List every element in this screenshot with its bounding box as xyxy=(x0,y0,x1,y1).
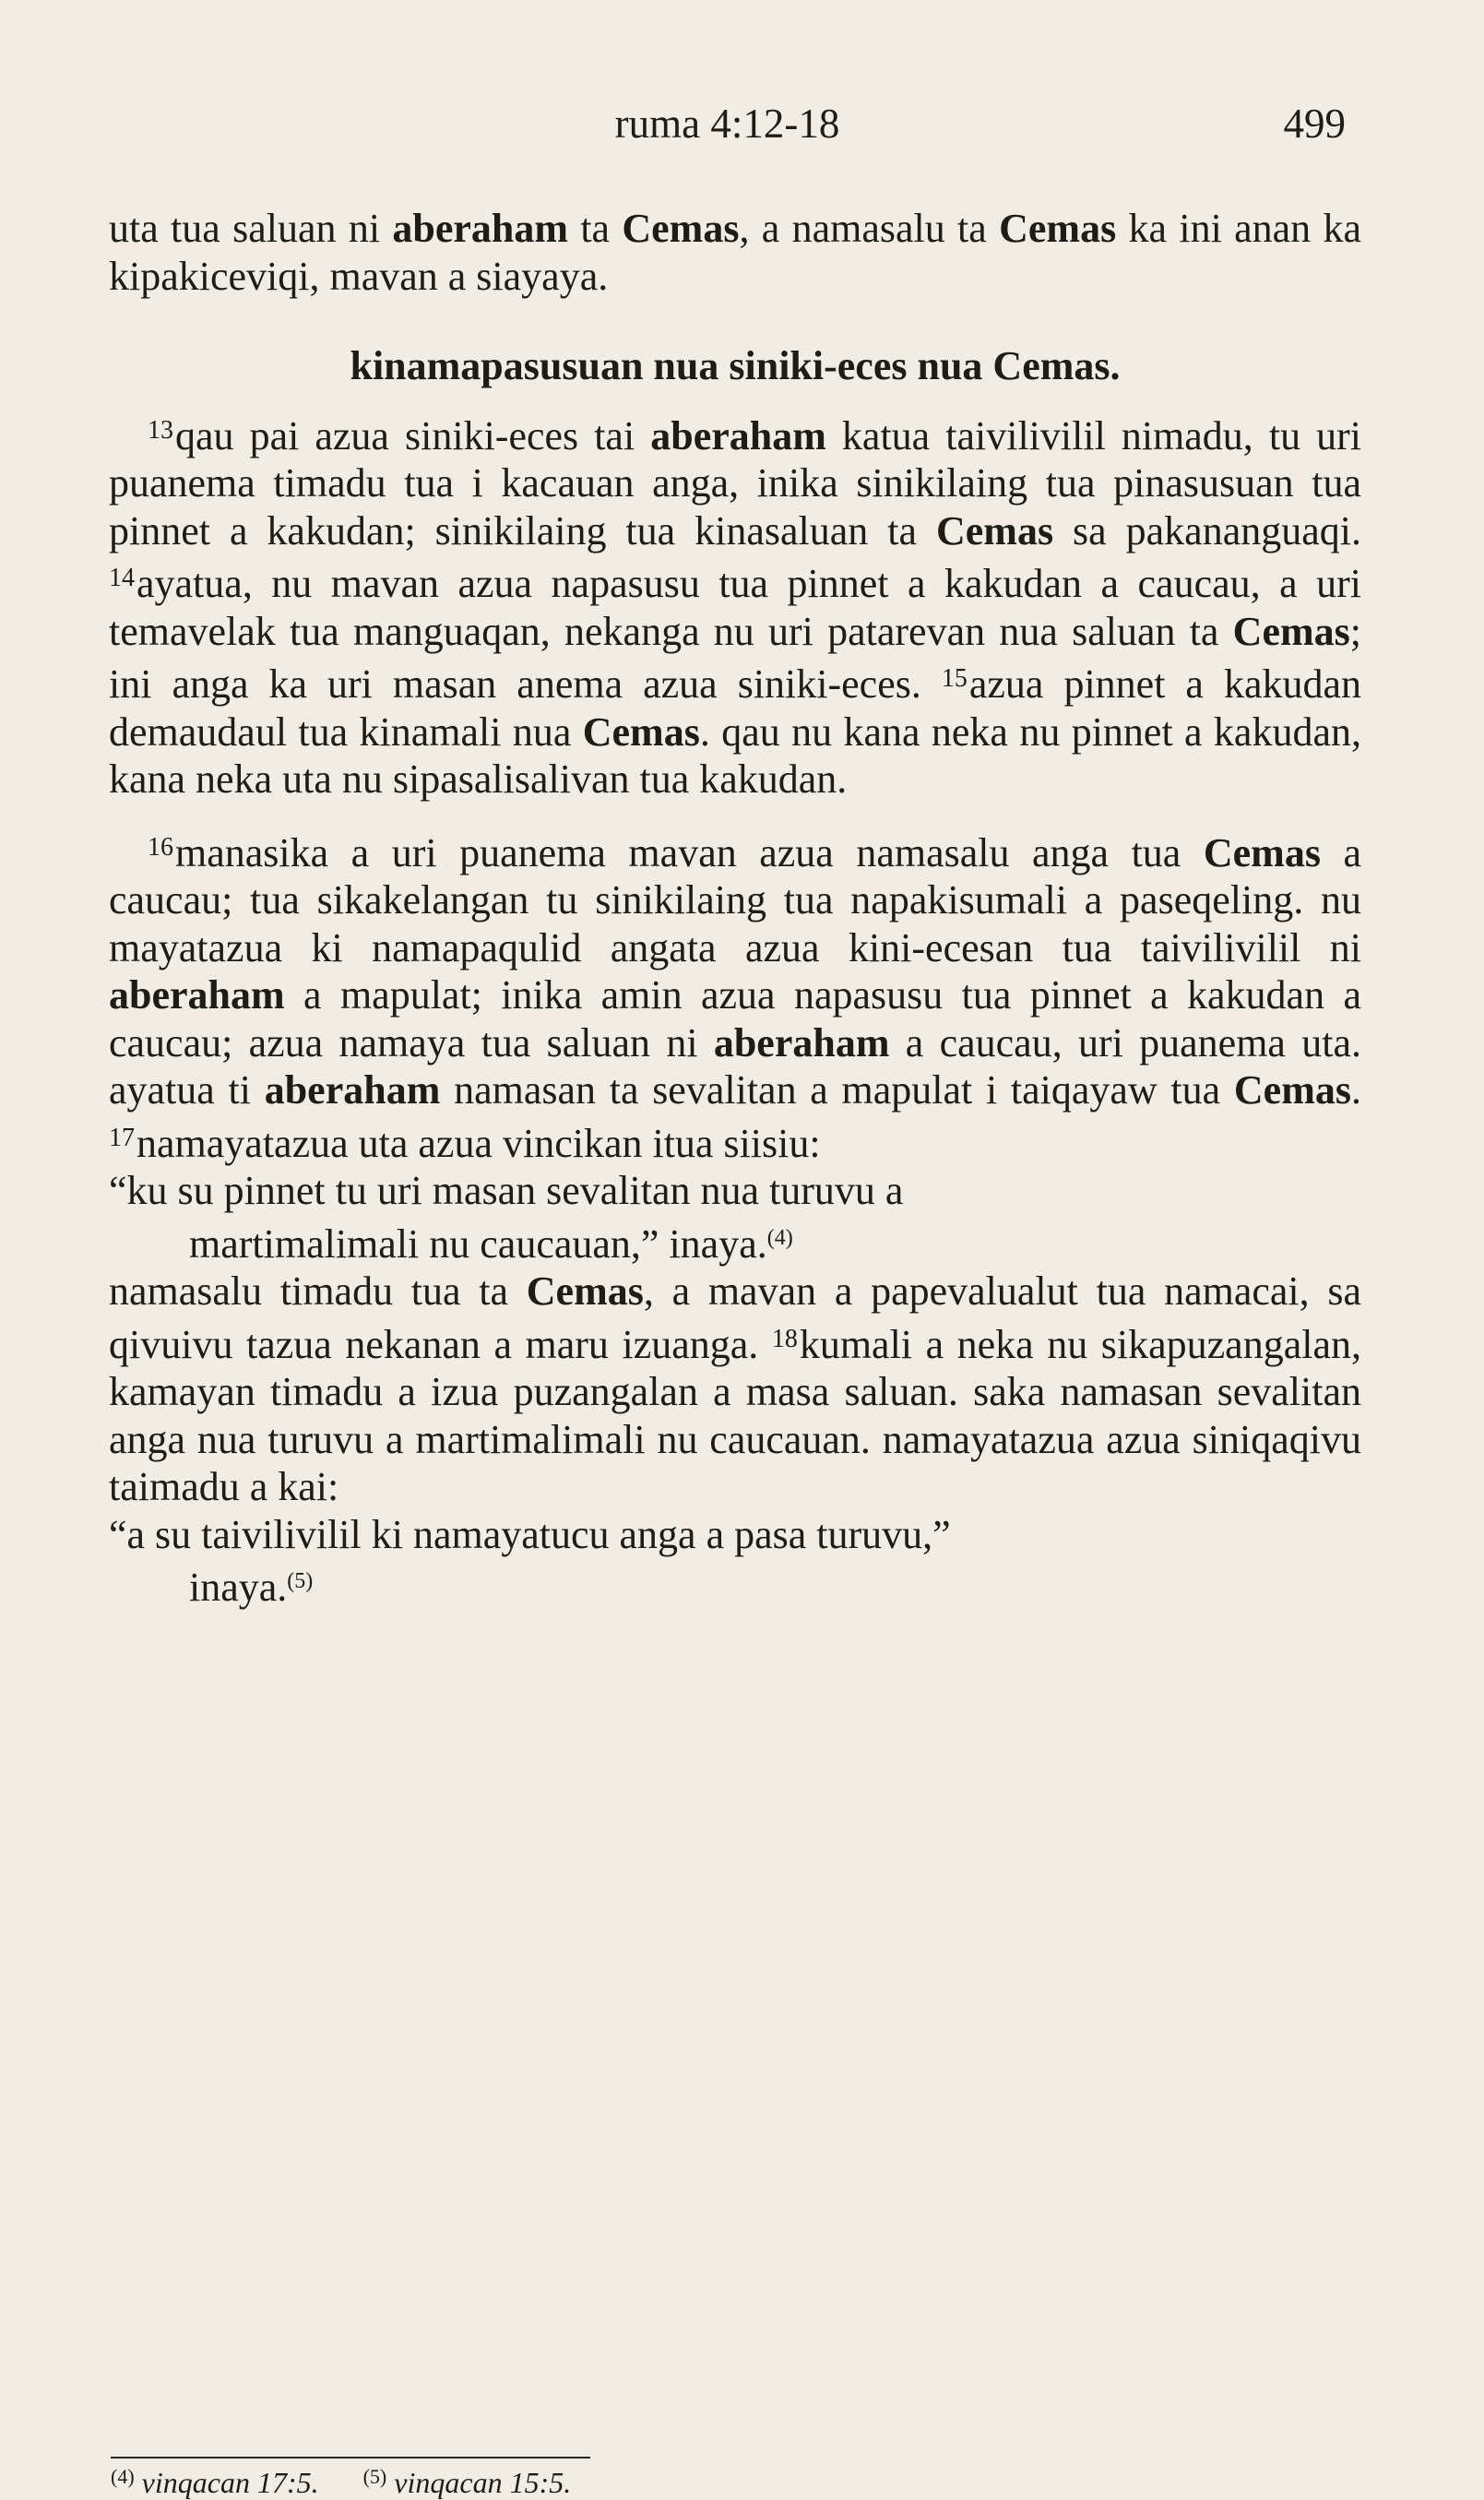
text-run: qau pai azua siniki-eces tai xyxy=(175,412,651,458)
text-run: . qau nu kana neka nu pinnet a kakudan, kana neka uta nu sipasalisalivan tua kakudan. xyxy=(109,708,1361,802)
text-run: ka ini anan ka kipakiceviqi, mavan a siayaya. xyxy=(109,206,1361,299)
quote-line: “a su taivilivilil ki namayatucu anga a pasa turuvu,” xyxy=(109,1511,951,1557)
text-run: a caucau; tua sikakelangan tu sinikilaing tua napakisumali a paseqeling. nu mayatazua ki namapaqulid angata azua kini-ecesan tua taivilivilil ni xyxy=(109,829,1361,970)
verse-number: 13 xyxy=(148,415,173,445)
footnote-text: vinqacan 15:5. xyxy=(394,2466,572,2499)
name-aberaham: aberaham xyxy=(109,972,285,1018)
scripture-quote-2 xyxy=(109,1511,1361,1612)
name-cemas: Cemas xyxy=(622,206,740,251)
name-cemas: Cemas xyxy=(1233,1067,1351,1113)
paragraph-16 xyxy=(109,824,1361,1168)
footnote-mark: (5) xyxy=(362,2465,387,2488)
text-run: ayatua, nu mavan azua napasusu tua pinnet a kakudan a caucau, a uri temavelak tua manguaqan, nekanga nu uri patarevan nua saluan ta xyxy=(109,561,1361,654)
paragraph-13 xyxy=(109,407,1361,804)
scripture-quote-1 xyxy=(109,1167,1361,1268)
quote-text: inaya. xyxy=(189,1565,288,1610)
quote-text: martimalimali nu caucauan,” inaya. xyxy=(189,1220,767,1267)
section-heading: kinamapasusuan nua siniki-eces nua Cemas. xyxy=(350,343,1121,388)
name-aberaham: aberaham xyxy=(650,412,826,458)
text-run: namayatazua uta azua vincikan itua siisiu: xyxy=(137,1120,821,1166)
text-run: a caucau, uri puanema uta. ayatua ti xyxy=(109,1019,1361,1113)
intro-paragraph xyxy=(109,205,1361,300)
text-run: azua pinnet a kakudan demaudaul tua kinamali nua xyxy=(109,661,1362,755)
paragraph-continued xyxy=(109,1268,1361,1511)
text-run: namasan ta sevalitan a mapulat i taiqayaw tua xyxy=(440,1067,1234,1113)
name-aberaham: aberaham xyxy=(713,1019,890,1065)
footnote-text: vinqacan 17:5. xyxy=(141,2466,319,2499)
verse-number: 18 xyxy=(771,1324,798,1353)
name-cemas: Cemas xyxy=(1203,829,1321,875)
text-run: kumali a neka nu sikapuzangalan, kamayan timadu a izua puzangalan a masa saluan. saka namasan sevalitan anga nua turuvu a martimalimali nu caucauan. namayatazua azua siniqaqivu taimadu a kai: xyxy=(109,1321,1361,1509)
text-run: , a mavan a papevalualut tua namacai, sa qivuivu tazua nekanan a maru izuanga. xyxy=(109,1268,1362,1367)
text-run: namasalu timadu tua ta xyxy=(109,1268,527,1314)
footnote-divider xyxy=(111,2457,590,2458)
page-number: 499 xyxy=(1283,101,1346,147)
text-run: a mapulat; inika amin azua napasusu tua pinnet a kakudan a caucau; azua namaya tua saluan ni xyxy=(109,972,1361,1065)
text-run: katua taivilivilil nimadu, tu uri puanema timadu tua i kacauan anga, inika sinikilaing tua pinasusuan tua pinnet a kakudan; sinikilaing tua kinasaluan ta xyxy=(109,412,1361,554)
name-cemas: Cemas xyxy=(582,708,700,755)
text-run: manasika a uri puanema mavan azua namasalu anga tua xyxy=(175,829,1204,875)
footnote xyxy=(363,2466,572,2499)
text-run: , a namasalu ta xyxy=(739,206,1000,251)
quote-line: “ku su pinnet tu uri masan sevalitan nua turuvu a xyxy=(109,1168,904,1213)
body-text xyxy=(109,205,1361,1612)
quote-line xyxy=(109,1215,1361,1268)
text-run: sa pakananguaqi. xyxy=(1053,507,1361,554)
page-title: ruma 4:12-18 xyxy=(614,101,840,147)
name-aberaham: aberaham xyxy=(392,206,569,251)
text-run: . xyxy=(1351,1067,1361,1113)
verse-number: 14 xyxy=(109,564,135,592)
footnote-mark: (4) xyxy=(111,2465,135,2488)
footnotes xyxy=(111,2465,608,2500)
running-head xyxy=(109,100,1346,155)
footnote-ref[interactable]: (4) xyxy=(766,1225,793,1250)
text-run: ta xyxy=(568,206,623,251)
footnote xyxy=(111,2466,319,2499)
text-run: uta tua saluan ni xyxy=(109,206,393,251)
text-run: ; ini anga ka uri masan anema azua siniki-eces. xyxy=(109,608,1361,707)
name-cemas: Cemas xyxy=(935,507,1054,554)
name-aberaham: aberaham xyxy=(264,1067,441,1113)
quote-line xyxy=(109,1558,1361,1612)
name-cemas: Cemas xyxy=(1232,608,1350,654)
name-cemas: Cemas xyxy=(526,1268,644,1314)
name-cemas: Cemas xyxy=(999,206,1117,251)
verse-number: 17 xyxy=(109,1123,135,1152)
footnote-ref[interactable]: (5) xyxy=(287,1569,314,1593)
verse-number: 15 xyxy=(941,664,968,693)
verse-number: 16 xyxy=(148,832,173,862)
